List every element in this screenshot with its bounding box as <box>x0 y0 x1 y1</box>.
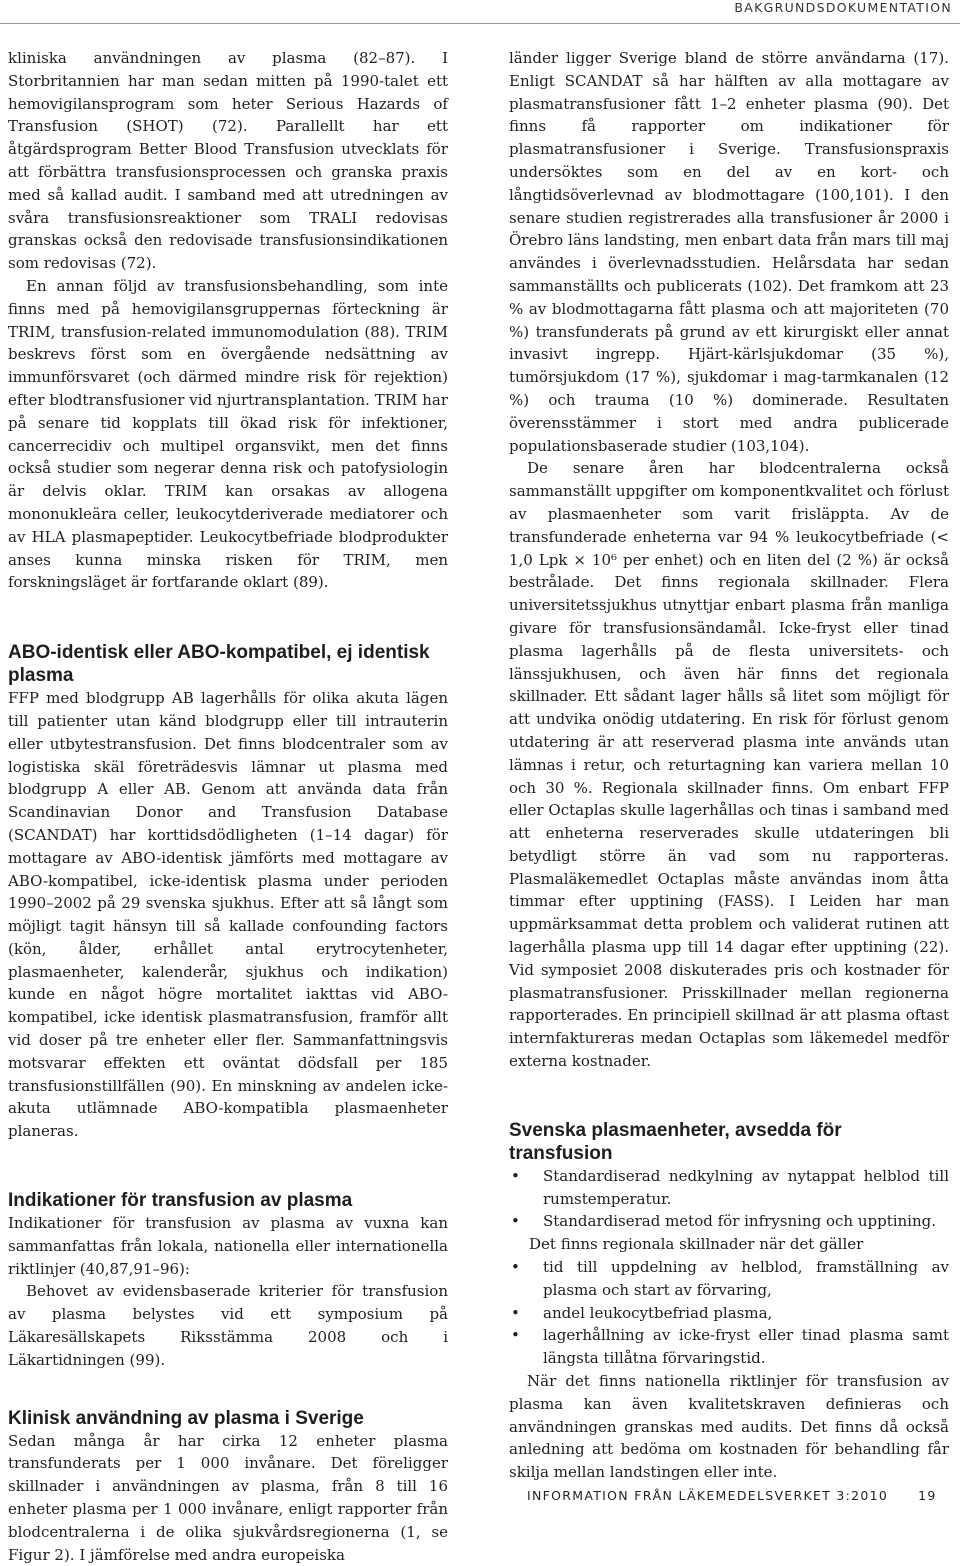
header-rule <box>0 23 960 24</box>
heading-svenska-plasmaenheter: Svenska plasmaenheter, avsedda för transfusion <box>509 1119 842 1164</box>
publication-title: INFORMATION FRÅN LÄKEMEDELSVERKET 3:2010 <box>527 1488 889 1503</box>
list-item: • tid till uppdelning av helblod, framställning av plasma och start av förvaring, <box>511 1258 949 1299</box>
left-column <box>8 47 448 1566</box>
list-item: • lagerhållning av icke-fryst eller tinad plasma samt längsta tillåtna förvaringstid. <box>511 1326 949 1368</box>
paragraph-abo: FFP med blodgrupp AB lagerhålls för olika akuta lägen till patienter utan känd blodgrupp eller till intrauterin eller utbytestransfusion. Det finns blodcentraler som av logistiska skäl företrädesvis lämnar ut plasma med blodgrupp A eller AB. Genom att använda data från Scandinavian Donor and Transfusion Database (SCANDAT) har korttidsdödligheten (1–14 dagar) för mottagare av ABO-identisk jämförts med mottagare av ABO-kompatibel, icke-identisk plasma under perioden 1990–2002 på 29 svenska sjukhus. Efter att så långt som möjligt tagit hänsyn till så kallade confounding factors (kön, ålder, erhållet antal erytrocytenheter, plasmaenheter, kalenderår, sjukhus och indikation) kunde en något högre mortalitet iakttas vid ABO-kompatibel, icke identisk plasmatransfusion, framför allt vid doser på tre enheter eller fler. Sammanfattningsvis motsvarar effekten ett oväntat dödsfall per 185 transfusionstillfällen (90). En minskning av andelen icke-akuta utlämnade ABO-kompatibla plasmaenheter planeras. <box>8 689 448 1141</box>
bullet-list-skillnader <box>509 1256 949 1370</box>
list-subheading: Det finns regionala skillnader när det gäller <box>529 1235 864 1254</box>
paragraph-trim: En annan följd av transfusionsbehandling, som inte finns med på hemovigilansgruppernas förteckning är TRIM, transfusion-related immunomodulation (88). TRIM beskrevs först som en övergående nedsättning av immunförsvaret (och därmed mindre risk för rejektion) efter blodtransfusioner vid njurtransplantation. TRIM har på senare tid kopplats till ökad risk för infektioner, cancerrecidiv och multipel organsvikt, men det finns också studier som negerar denna risk och patofysiologin är delvis oklar. TRIM kan orsakas av allogena mononukleära celler, leukocytderiverade mediatorer och av HLA plasmapeptider. Leukocytbefriade blodprodukter anses kunna minska risken för TRIM, men forskningsläget är fortfarande oklart (89). <box>8 276 448 592</box>
paragraph-indikationer: Indikationer för transfusion av plasma av vuxna kan sammanfattas från lokala, nationella eller internationella riktlinjer (40,87,91–96): <box>8 1214 448 1278</box>
page-number: 19 <box>918 1488 937 1503</box>
paragraph-shot: kliniska användningen av plasma (82–87). I Storbritannien har man sedan mitten på 1990-talet ett hemovigilansprogram som heter Serious Hazards of Transfusion (SHOT) (72). Parallellt har ett åtgärdsprogram Better Blood Transfusion utvecklats för att förbättra transfusionsprocessen och granska praxis med så kallad audit. I samband med att utredningen av svåra transfusionsreaktioner som TRALI redovisas granskas också den redovisade transfusionsindikationen som redovisas (72). <box>8 49 448 273</box>
bullet-list-standard <box>509 1165 949 1233</box>
paragraph-klinisk: Sedan många år har cirka 12 enheter plasma transfunderats per 1 000 invånare. Det föreligger skillnader i användningen av plasma, från 8 till 16 enheter plasma per 1 000 invånare, enligt rapporter från blodcentralerna i de olika sjukvårdsregionerna (1, se Figur 2). I jämförelse med andra europeiska <box>8 1431 448 1564</box>
list-item: • Standardiserad nedkylning av nytappat helblod till rumstemperatur. <box>511 1166 949 1208</box>
heading-abo: ABO-identisk eller ABO-kompatibel, ej identisk plasma <box>8 642 430 687</box>
right-column <box>509 47 949 1484</box>
list-item: • Standardiserad metod för infrysning och upptining. <box>511 1212 937 1231</box>
paragraph-evidens: Behovet av evidensbaserade kriterier för transfusion av plasma belystes vid ett symposium på Läkaresällskapets Riksstämma 2008 och i Läkartidningen (99). <box>8 1282 448 1369</box>
paragraph-riktlinjer: När det finns nationella riktlinjer för transfusion av plasma kan även kvalitetskraven definieras och användningen granskas med audits. Det finns då också anledning att bedöma om kostnaden för behandling får skilja mellan landstingen eller inte. <box>509 1372 949 1482</box>
paragraph-komponentkvalitet: De senare åren har blodcentralerna också sammanställt uppgifter om komponentkvalitet och förlust av plasmaenheter som varit frisläppta. Av de transfunderade enheterna var 94 % leukocytbefriade (< 1,0 Lpk × 10⁶ per enhet) och en liten del (2 %) är också bestrålade. Det finns regionala skillnader. Flera universitetssjukhus utnyttjar enbart plasma från manliga givare för transfusionsändamål. Icke-fryst eller tinad plasma lagerhålls på de flesta universitets- och länssjukhusen, och även här finns det regionala skillnader. Ett sådant lager hålls så litet som möjligt för att undvika onödig utdatering. En risk för förlust genom utdatering är att reserverad plasma inte används utan lämnas i retur, och returtagning kan variera mellan 10 och 30 %. Regionala skillnader finns. Om enbart FFP eller Octaplas skulle lagerhållas och tinas i samband med att enheterna reserverades skulle utdateringen bli betydligt större än vad som nu rapporteras. Plasmaläkemedlet Octaplas måste användas inom åtta timmar efter upptining (FASS). I Leiden har man uppmärksammat detta problem och validerat rutinen att lagerhålla plasma upp till 14 dagar efter upptining (22). Vid symposiet 2008 diskuterades pris och kostnader för plasmatransfusioner. Prisskillnader mellan regionerna rapporterades. En principiell skillnad är att plasma oftast internfaktureras medan Octaplas som läkemedel medför externa kostnader. <box>509 459 949 1071</box>
paragraph-scandat: länder ligger Sverige bland de större användarna (17). Enligt SCANDAT så har hälften av alla mottagare av plasmatransfusioner fått 1–2 enheter plasma (90). Det finns få rapporter om indikationer för plasmatransfusioner i Sverige. Transfusionspraxis undersöktes som en del av en kort- och långtidsöverlevnad av blodmottagare (100,101). I den senare studien registrerades alla transfusioner år 2000 i Örebro läns landsting, men enbart data från mars till maj användes i överlevnadsstudien. Helårsdata har sedan sammanställts och publicerats (102). Det framkom att 23 % av blodmottagarna fått plasma och att majoriteten (70 %) transfunderats på grund av ett kirurgiskt eller annat invasivt ingrepp. Hjärt-kärlsjukdomar (35 %), tumörsjukdom (17 %), sjukdomar i mag-tarmkanalen (12 %) och trauma (10 %) dominerade. Resultaten överensstämmer i stort med andra publicerade populationsbaserade studier (103,104). <box>509 49 949 455</box>
list-item: • andel leukocytbefriad plasma, <box>511 1303 773 1322</box>
heading-klinisk-anvandning: Klinisk användning av plasma i Sverige <box>8 1407 364 1429</box>
heading-indikationer: Indikationer för transfusion av plasma <box>8 1190 353 1212</box>
running-header: BAKGRUNDSDOKUMENTATION <box>734 0 952 15</box>
